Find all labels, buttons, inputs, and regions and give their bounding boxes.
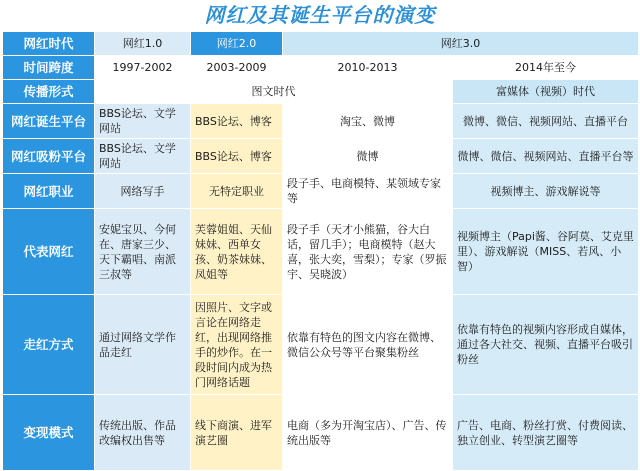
table-row	[3, 104, 639, 139]
method-1: 通过网络文学作品走红	[95, 295, 191, 395]
profession-4: 视频博主、游戏解说等	[453, 174, 639, 209]
monetization-1: 传统出版、作品改编权出售等	[95, 395, 191, 471]
row-label-birth-platform: 网红诞生平台	[3, 104, 95, 139]
profession-3: 段子手、电商模特、某领域专家等	[283, 174, 453, 209]
birth-platform-4: 微博、微信、视频网站、直播平台	[453, 104, 639, 139]
method-2: 因照片、文字或言论在网络走红，出现网络推手的炒作。在一段时间内成为热门网络话题	[191, 295, 283, 395]
form-graphic: 图文时代	[95, 80, 453, 104]
birth-platform-3: 淘宝、微博	[283, 104, 453, 139]
fan-platform-2: BBS论坛、博客	[191, 139, 283, 174]
birth-platform-2: BBS论坛、博客	[191, 104, 283, 139]
period-2: 2003-2009	[191, 56, 283, 80]
table-row	[3, 174, 639, 209]
table-row	[3, 295, 639, 395]
row-label-period: 时间跨度	[3, 56, 95, 80]
era-1: 网红1.0	[95, 32, 191, 56]
table-row	[3, 80, 639, 104]
row-label-form: 传播形式	[3, 80, 95, 104]
fan-platform-3: 微博	[283, 139, 453, 174]
row-label-fan-platform: 网红吸粉平台	[3, 139, 95, 174]
period-3: 2010-2013	[283, 56, 453, 80]
era-3: 网红3.0	[283, 32, 639, 56]
profession-2: 无特定职业	[191, 174, 283, 209]
evolution-table	[2, 31, 639, 471]
row-label-profession: 网红职业	[3, 174, 95, 209]
form-video: 富媒体（视频）时代	[453, 80, 639, 104]
table-row	[3, 209, 639, 295]
table-row	[3, 32, 639, 56]
representative-1: 安妮宝贝、今何在、唐家三少、天下霸唱、南派三叔等	[95, 209, 191, 295]
table-row	[3, 56, 639, 80]
row-label-representatives: 代表网红	[3, 209, 95, 295]
monetization-4: 广告、电商、粉丝打赏、付费阅读、独立创业、转型演艺圈等	[453, 395, 639, 471]
method-4: 依靠有特色的视频内容形成自媒体，通过各大社交、视频、直播平台吸引粉丝	[453, 295, 639, 395]
table-row	[3, 395, 639, 471]
table-row	[3, 139, 639, 174]
fan-platform-4: 微博、微信、视频网站、直播平台等	[453, 139, 639, 174]
row-label-method: 走红方式	[3, 295, 95, 395]
representative-2: 芙蓉姐姐、天仙妹妹、西单女孩、奶茶妹妹、凤姐等	[191, 209, 283, 295]
birth-platform-1: BBS论坛、文学网站	[95, 104, 191, 139]
profession-1: 网络写手	[95, 174, 191, 209]
row-label-monetization: 变现模式	[3, 395, 95, 471]
monetization-3: 电商（多为开淘宝店）、广告、传统出版等	[283, 395, 453, 471]
fan-platform-1: BBS论坛、文学网站	[95, 139, 191, 174]
representative-3: 段子手（天才小熊猫，谷大白话，留几手）；电商模特（赵大喜，张大奕，雪梨）；专家（罗振宇、吴晓波）	[283, 209, 453, 295]
row-label-era: 网红时代	[3, 32, 95, 56]
era-2: 网红2.0	[191, 32, 283, 56]
method-3: 依靠有特色的图文内容在微博、微信公众号等平台聚集粉丝	[283, 295, 453, 395]
period-1: 1997-2002	[95, 56, 191, 80]
representative-4: 视频博主（Papi酱、谷阿莫、艾克里里）、游戏解说（MISS、若风、小智）	[453, 209, 639, 295]
monetization-2: 线下商演、进军演艺圈	[191, 395, 283, 471]
page-title: 网红及其诞生平台的演变	[204, 3, 436, 27]
period-4: 2014年至今	[453, 56, 639, 80]
